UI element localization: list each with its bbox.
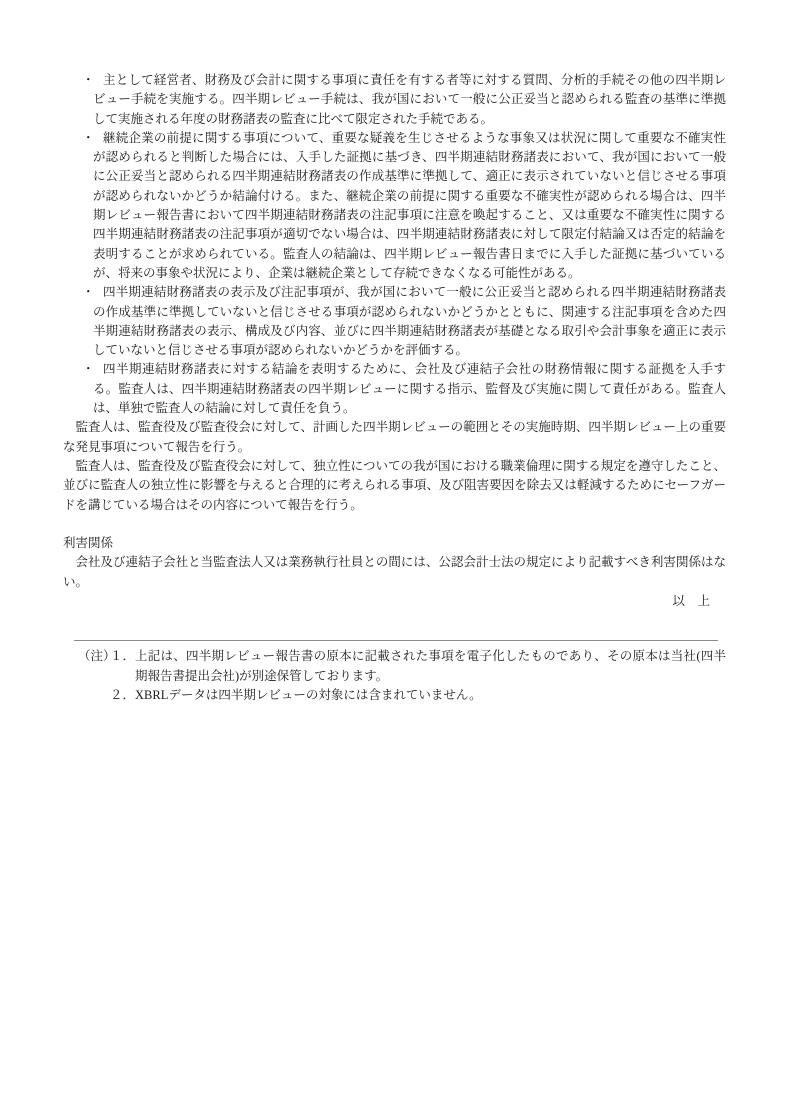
bullet-text: 継続企業の前提に関する事項について、重要な疑義を生じさせるような事象又は状況に関して重要な不確実性が認められると判断した場合には、入手した証拠に基づき、四半期連結財務諸表において、我が国において一般に公正妥当と認められる四半期連結財務諸表の作成基準に準拠して、適正に表示されていないと信じさせる事項が認められないかどうか結論付ける。また、継続企業の前提に関する重要な不確実性が認められる場合は、四半期レビュー報告書において四半期連結財務諸表の注記事項に注意を喚起すること、又は重要な不確実性に関する四半期連結財務諸表の注記事項が適切でない場合は、四半期連結財務諸表に対して限定付結論又は否定的結論を表明することが求められている。監査人の結論は、四半期レビュー報告書日までに入手した証拠に基づいているが、将来の事象や状況により、企業は継続企業として存続できなくなる可能性がある。 xyxy=(93,130,726,280)
bullet-item-going-concern xyxy=(63,129,726,283)
bullet-text: 主として経営者、財務及び会計に関する事項に責任を有する者等に対する質問、分析的手続その他の四半期レビュー手続を実施する。四半期レビュー手続は、我が国において一般に公正妥当と認められる監査の基準に準拠して実施される年度の財務諸表の監査に比べて限定された手続である。 xyxy=(93,73,726,126)
note-item-1 xyxy=(63,647,726,686)
bullet-item-presentation-evaluation xyxy=(63,283,726,360)
paragraph-report-to-audit-committee: 監査人は、監査役及び監査役会に対して、計画した四半期レビューの範囲とその実施時期、四半期レビュー上の重要な発見事項について報告を行う。 xyxy=(63,420,726,454)
footnote-divider xyxy=(74,640,718,641)
note-number: ２． xyxy=(110,687,136,702)
closing-mark: 以 上 xyxy=(672,594,710,609)
bullet-item-evidence-responsibility xyxy=(63,360,726,418)
bullet-text: 四半期連結財務諸表の表示及び注記事項が、我が国において一般に公正妥当と認められる四半期連結財務諸表の作成基準に準拠していないと信じさせる事項が認められないかどうかとともに、関連する注記事項を含めた四半期連結財務諸表の表示、構成及び内容、並びに四半期連結財務諸表が基礎となる取引や会計事象を適正に表示していないと信じさせる事項が認められないかどうかを評価する。 xyxy=(93,285,726,358)
note-item-2 xyxy=(63,686,726,705)
paragraph-independence-report: 監査人は、監査役及び監査役会に対して、独立性についての我が国における職業倫理に関する規定を遵守したこと、並びに監査人の独立性に影響を与えると合理的に考えられる事項、及び阻害要因を除去又は軽減するためにセーフガードを講じている場合はその内容について報告を行う。 xyxy=(63,458,726,512)
bullet-dot-icon: ・ xyxy=(82,73,95,87)
bullet-text: 四半期連結財務諸表に対する結論を表明するために、会社及び連結子会社の財務情報に関する証拠を入手する。監査人は、四半期連結財務諸表の四半期レビューに関する指示、監督及び実施に関して責任がある。監査人は、単独で監査人の結論に対して責任を負う。 xyxy=(93,362,726,416)
notes-block xyxy=(63,647,726,705)
note-label-spacer xyxy=(78,686,110,705)
section-heading-interests: 利害関係 xyxy=(63,536,114,551)
note-number: １． xyxy=(110,649,136,664)
bullet-dot-icon: ・ xyxy=(82,362,95,377)
bullet-list xyxy=(63,71,726,418)
note-text: 上記は、四半期レビュー報告書の原本に記載された事項を電子化したものであり、その原本は当社(四半期報告書提出会社)が別途保管しております。 xyxy=(135,649,726,683)
bullet-dot-icon: ・ xyxy=(82,130,95,145)
bullet-dot-icon: ・ xyxy=(82,285,95,300)
paragraph-interests-body: 会社及び連結子会社と当監査法人又は業務執行社員との間には、公認会計士法の規定により記載すべき利害関係はない。 xyxy=(63,555,726,589)
bullet-item-review-procedures xyxy=(63,71,726,129)
note-text: XBRLデータは四半期レビューの対象には含まれていません。 xyxy=(135,687,482,702)
note-label: （注） xyxy=(78,649,116,664)
